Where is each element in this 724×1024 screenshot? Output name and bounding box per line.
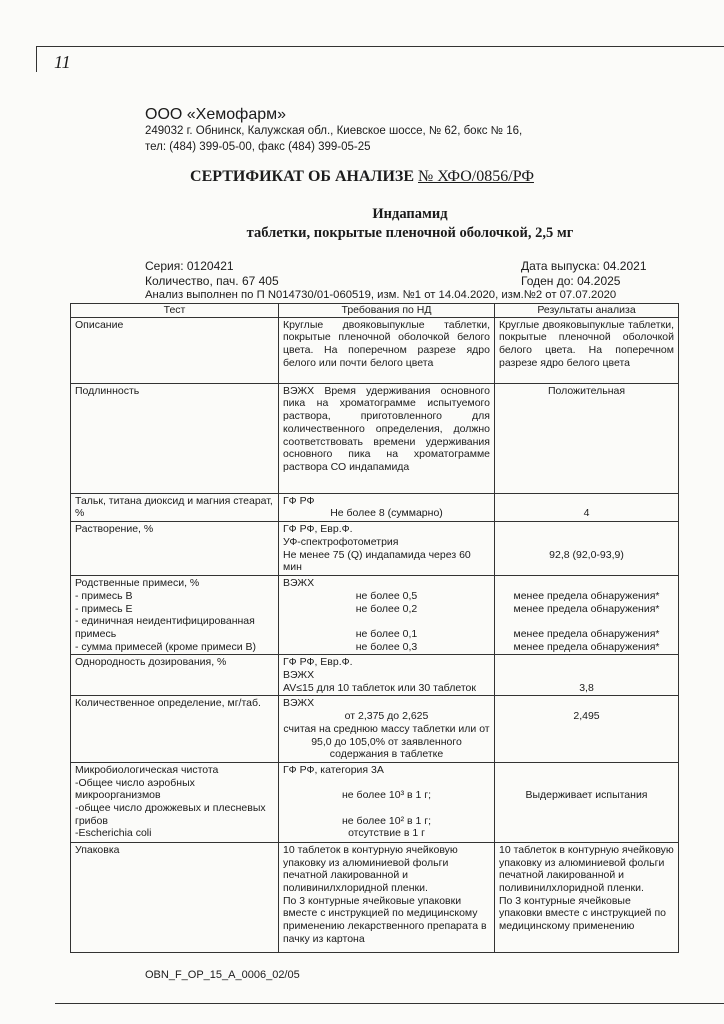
result-value: 4 bbox=[583, 507, 590, 520]
table-row bbox=[71, 522, 679, 576]
req-limit: отсутствие в 1 г bbox=[348, 827, 425, 840]
test-cell bbox=[71, 762, 279, 842]
test-title: Микробиологическая чистота bbox=[75, 763, 219, 776]
table-row bbox=[71, 493, 679, 521]
company-name: ООО «Хемофарм» bbox=[145, 106, 287, 123]
req-text: По 3 контурные ячейковые упаковки вместе с инструкцией по медицинскому применению лекарственного препарата в пачку из картона bbox=[283, 894, 487, 945]
company-address: 249032 г. Обнинск, Калужская обл., Киевское шоссе, № 62, бокс № 16, bbox=[145, 125, 523, 137]
test-cell: Описание bbox=[71, 317, 279, 383]
requirement-cell bbox=[279, 655, 495, 696]
requirement-cell bbox=[279, 576, 495, 655]
req-limit: не более 0,5 bbox=[355, 589, 418, 602]
left-margin-rule bbox=[36, 46, 37, 72]
result-cell bbox=[495, 576, 679, 655]
test-cell bbox=[71, 576, 279, 655]
result-cell: Положительная bbox=[495, 383, 679, 493]
requirement-cell: ВЭЖХ Время удерживания основного пика на хроматограмме испытуемого раствора, приготовленного для количественного определения, должно соответствовать времени удерживания основного пика на хроматограмме раствора СО индапамида bbox=[279, 383, 495, 493]
req-limit: не более 10² в 1 г; bbox=[342, 814, 431, 827]
test-subitem: -Escherichia coli bbox=[75, 827, 152, 840]
product-name: Индапамид bbox=[372, 206, 448, 222]
req-limit: не более 10³ в 1 г; bbox=[342, 789, 431, 802]
result-cell bbox=[495, 522, 679, 576]
test-subitem: - примесь Е bbox=[75, 602, 133, 615]
certificate-number: № ХФО/0856/РФ bbox=[418, 168, 534, 185]
req-method: ВЭЖХ bbox=[283, 669, 315, 682]
certificate-title bbox=[0, 168, 724, 186]
result-cell bbox=[495, 696, 679, 763]
result-cell: Круглые двояковыпуклые таблетки, покрытые пленочной оболочкой белого цвета. На поперечном разрезе ядро белого цвета bbox=[495, 317, 679, 383]
result-cell bbox=[495, 493, 679, 521]
company-phones: тел: (484) 399-05-00, факс (484) 399-05-25 bbox=[145, 141, 371, 153]
test-title: Родственные примеси, % bbox=[75, 577, 200, 590]
req-text: 10 таблеток в контурную ячейковую упаковку из алюминиевой фольги печатной лакированной и поливинилхлоридной пленки. bbox=[283, 843, 458, 895]
table-header-row bbox=[71, 304, 679, 318]
test-subitem: - примесь В bbox=[75, 589, 133, 602]
test-subitem: - сумма примесей (кроме примеси В) bbox=[75, 640, 257, 653]
top-rule bbox=[36, 46, 724, 47]
table-row bbox=[71, 762, 679, 842]
test-subitem: - единичная неидентифицированная примесь bbox=[75, 615, 255, 640]
release-date: Дата выпуска: 04.2021 bbox=[521, 259, 647, 273]
requirement-cell bbox=[279, 696, 495, 763]
req-limit: Не менее 75 (Q) индапамида через 60 мин bbox=[283, 548, 471, 574]
header-test: Тест bbox=[71, 304, 279, 318]
req-method: ГФ РФ, Евр.Ф. bbox=[283, 656, 353, 669]
test-cell: Подлинность bbox=[71, 383, 279, 493]
req-limit: считая на среднюю массу таблетки или от 95,0 до 105,0% от заявленного содержания в таблетке bbox=[283, 722, 490, 761]
req-limit: от 2,375 до 2,625 bbox=[344, 710, 429, 723]
bottom-rule bbox=[55, 1003, 724, 1004]
product-form: таблетки, покрытые пленочной оболочкой, 2,5 мг bbox=[246, 225, 574, 241]
result-value: 92,8 (92,0-93,9) bbox=[549, 548, 624, 561]
result-value: менее предела обнаружения* bbox=[513, 627, 660, 640]
result-value: 3,8 bbox=[579, 681, 594, 694]
requirement-cell bbox=[279, 762, 495, 842]
result-text: 10 таблеток в контурную ячейковую упаковку из алюминиевой фольги печатной лакированной и поливинилхлоридной пленки. bbox=[499, 843, 674, 895]
result-cell bbox=[495, 655, 679, 696]
expiry-date: Годен до: 04.2025 bbox=[521, 274, 621, 288]
req-method: ГФ РФ, Евр.Ф. bbox=[283, 523, 353, 536]
analysis-table bbox=[70, 303, 679, 953]
quantity: Количество, пач. 67 405 bbox=[145, 274, 279, 288]
table-row bbox=[71, 842, 679, 952]
req-method: ВЭЖХ bbox=[283, 577, 315, 590]
req-method: ГФ РФ, категория 3А bbox=[283, 763, 384, 776]
test-cell: Тальк, титана диоксид и магния стеарат, % bbox=[71, 493, 279, 521]
requirement-cell: Круглые двояковыпуклые таблетки, покрытые пленочной оболочкой белого цвета. На поперечном разрезе ядро белого или почти белого цвета bbox=[279, 317, 495, 383]
test-cell: Упаковка bbox=[71, 842, 279, 952]
result-value: 2,495 bbox=[573, 710, 600, 723]
table-row bbox=[71, 576, 679, 655]
header-requirements: Требования по НД bbox=[279, 304, 495, 318]
table-row bbox=[71, 383, 679, 493]
result-cell bbox=[495, 842, 679, 952]
test-cell: Количественное определение, мг/таб. bbox=[71, 696, 279, 763]
test-subitem: -Общее число аэробных микроорганизмов bbox=[75, 776, 195, 802]
test-subitem: -общее число дрожжевых и плесневых грибов bbox=[75, 802, 266, 827]
certificate-title-text: СЕРТИФИКАТ ОБ АНАЛИЗЕ bbox=[190, 168, 414, 185]
req-limit: не более 0,3 bbox=[355, 640, 418, 653]
test-cell: Растворение, % bbox=[71, 522, 279, 576]
analysis-basis: Анализ выполнен по П N014730/01-060519, изм. №1 от 14.04.2020, изм.№2 от 07.07.2020 bbox=[145, 289, 617, 301]
result-text: По 3 контурные ячейковые упаковки вместе с инструкцией по медицинскому применению bbox=[499, 894, 666, 933]
table-row bbox=[71, 655, 679, 696]
req-limit: не более 0,1 bbox=[355, 627, 418, 640]
req-limit: Не более 8 (суммарно) bbox=[330, 507, 443, 520]
table-row bbox=[71, 696, 679, 763]
result-value: менее предела обнаружения* bbox=[513, 602, 660, 615]
requirement-cell bbox=[279, 522, 495, 576]
page-mark: 11 bbox=[54, 52, 71, 72]
header-results: Результаты анализа bbox=[495, 304, 679, 318]
series: Серия: 0120421 bbox=[145, 259, 234, 273]
result-cell bbox=[495, 762, 679, 842]
req-method: ГФ РФ bbox=[283, 494, 315, 507]
test-cell: Однородность дозирования, % bbox=[71, 655, 279, 696]
req-method: УФ-спектрофотометрия bbox=[283, 535, 399, 548]
footer-code: OBN_F_OP_15_A_0006_02/05 bbox=[145, 969, 300, 981]
result-value: Выдерживает испытания bbox=[525, 789, 648, 802]
result-value: менее предела обнаружения* bbox=[513, 640, 660, 653]
req-method: ВЭЖХ bbox=[283, 697, 315, 710]
requirement-cell bbox=[279, 842, 495, 952]
table-row bbox=[71, 317, 679, 383]
req-limit: AV≤15 для 10 таблеток или 30 таблеток bbox=[283, 681, 476, 694]
requirement-cell bbox=[279, 493, 495, 521]
result-value: менее предела обнаружения* bbox=[513, 589, 660, 602]
req-limit: не более 0,2 bbox=[355, 602, 418, 615]
